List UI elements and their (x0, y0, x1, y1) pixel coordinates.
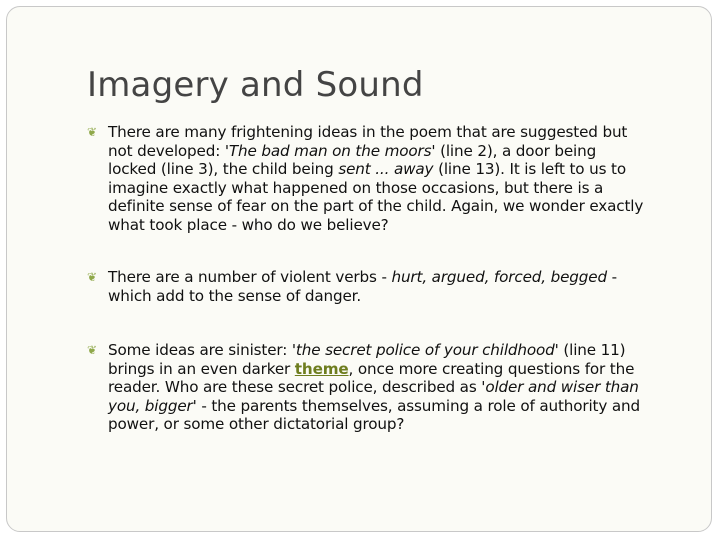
bullet-line (87, 287, 687, 306)
bullet-line (87, 123, 687, 142)
text-run: reader. Who are these secret police, described as (108, 378, 482, 396)
text-run: locked (line 3), the child being (108, 160, 339, 178)
quote-text: sent ... away (338, 160, 434, 178)
bullet-line (87, 378, 687, 397)
text-run: definite sense of fear on the part of the child. Again, we wonder exactly (108, 197, 644, 215)
text-run: what took place - who do we believe? (108, 215, 389, 234)
theme-link[interactable]: theme (294, 359, 349, 378)
quote-text: 'The bad man on the moors' (224, 141, 436, 160)
text-run: which add to the sense of danger. (108, 286, 362, 305)
text-run: , once more creating questions for the (348, 359, 635, 378)
bullet-line (87, 360, 687, 379)
leaf-bullet-icon: ❦ (87, 270, 97, 284)
text-run: Some ideas are sinister: (108, 341, 292, 359)
bullet-line (87, 341, 687, 360)
text-run: - the parents themselves, assuming a role of authority and (196, 396, 640, 415)
text-run: brings in an even darker (108, 359, 295, 378)
bullet-frightening-ideas (87, 123, 687, 234)
bullet-line (87, 397, 687, 416)
bullet-sinister-ideas (87, 341, 687, 434)
text-run: imagine exactly what happened on those occasions, but there is a (108, 178, 604, 197)
text-run: (line 13). It is left to us to (433, 160, 626, 178)
bullet-line (87, 268, 687, 287)
bullet-line (87, 142, 687, 161)
text-run: There are many frightening ideas in the poem that are suggested but (108, 123, 628, 141)
text-run: (line 11) (558, 341, 626, 359)
slide-title: Imagery and Sound (87, 65, 424, 105)
quote-text: 'older and wiser than (481, 378, 639, 396)
quote-text: you, bigger' (108, 396, 197, 415)
text-run: (line 2), a door being (435, 141, 597, 160)
bullet-line (87, 160, 687, 179)
bullet-violent-verbs (87, 268, 687, 305)
text-run: not developed: (108, 141, 225, 160)
slide (6, 6, 712, 532)
text-run: - (606, 268, 617, 286)
bullet-line (87, 415, 687, 434)
text-run: There are a number of violent verbs - (108, 268, 392, 286)
quote-text: hurt, argued, forced, begged (391, 268, 607, 286)
bullet-line (87, 197, 687, 216)
bullet-line (87, 216, 687, 235)
leaf-bullet-icon: ❦ (87, 125, 97, 139)
bullet-line (87, 179, 687, 198)
text-run: power, or some other dictatorial group? (108, 415, 405, 433)
leaf-bullet-icon: ❦ (87, 343, 97, 357)
quote-text: 'the secret police of your childhood' (291, 341, 559, 359)
